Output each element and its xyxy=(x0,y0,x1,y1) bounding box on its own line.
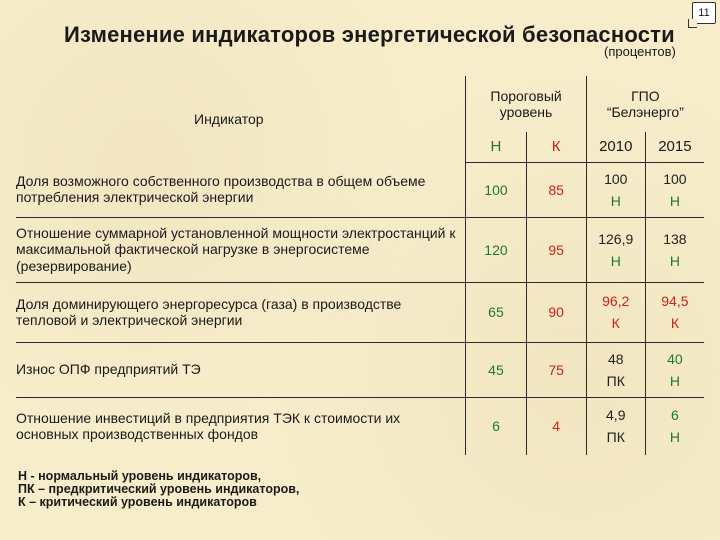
status-2010: ПК xyxy=(606,372,625,389)
status-2010: Н xyxy=(610,192,621,209)
threshold-n: 45 xyxy=(466,342,526,397)
value-2015: 40 xyxy=(667,350,683,367)
threshold-k: 4 xyxy=(526,397,586,455)
value-2015: 94,5 xyxy=(661,293,689,309)
value-2010: 126,9 xyxy=(598,230,634,247)
legend xyxy=(18,470,299,509)
value-2010: 48 xyxy=(607,350,624,367)
header-indicator: Индикатор xyxy=(194,111,264,127)
threshold-n: 100 xyxy=(466,162,526,217)
indicator-name: Доля доминирующего энергоресурса (газа) в производстве тепловой и электрической энергии xyxy=(16,282,466,342)
indicator-name: Доля возможного собственного производства в общем объеме потребления электрической энергии xyxy=(16,162,466,217)
status-2015: К xyxy=(670,315,679,331)
header-threshold: Пороговый уровень xyxy=(466,76,586,132)
status-2010: ПК xyxy=(606,429,625,446)
header-2010: 2010 xyxy=(586,132,645,162)
indicator-name: Отношение инвестиций в предприятия ТЭК к стоимости их основных производственных фондов xyxy=(16,409,401,443)
value-2015: 100 xyxy=(663,170,687,187)
value-2015: 6 xyxy=(670,407,679,424)
table-row xyxy=(16,282,704,342)
threshold-k: 95 xyxy=(526,217,586,282)
table-row xyxy=(16,342,704,397)
legend-precritical: ПК – предкритический уровень индикаторов, xyxy=(18,482,300,496)
legend-critical: К – критический уровень индикаторов xyxy=(18,495,257,509)
status-2015: Н xyxy=(669,429,680,446)
status-2015: Н xyxy=(669,372,680,389)
indicator-name: Отношение суммарной установленной мощности электростанций к максимальной фактической нагрузке в энергосистеме (резервирование) xyxy=(16,217,466,282)
header-k: К xyxy=(526,132,586,162)
value-2010: 100 xyxy=(604,170,628,187)
threshold-k: 75 xyxy=(526,342,586,397)
value-2010: 4,9 xyxy=(606,407,626,424)
header-2015: 2015 xyxy=(645,132,704,162)
value-2010: 96,2 xyxy=(602,293,630,309)
value-2015: 138 xyxy=(663,230,687,247)
threshold-k: 90 xyxy=(526,282,586,342)
units-subtitle: (процентов) xyxy=(604,44,676,59)
status-2015: Н xyxy=(669,252,680,269)
page-number-badge: 11 xyxy=(692,2,716,24)
status-2015: Н xyxy=(669,192,680,209)
status-2010: Н xyxy=(610,252,621,269)
table-row xyxy=(16,397,704,455)
table-row xyxy=(16,162,704,217)
header-n: Н xyxy=(466,132,526,162)
header-row xyxy=(16,76,704,132)
legend-normal: Н - нормальный уровень индикаторов, xyxy=(18,469,262,483)
status-2010: К xyxy=(611,315,620,331)
indicators-table xyxy=(16,76,704,455)
threshold-n: 120 xyxy=(466,217,526,282)
indicator-name: Износ ОПФ предприятий ТЭ xyxy=(16,342,466,397)
header-gpo: ГПО “Белэнерго” xyxy=(586,76,704,132)
threshold-n: 65 xyxy=(466,282,526,342)
threshold-k: 85 xyxy=(526,162,586,217)
table-row xyxy=(16,217,704,282)
threshold-n: 6 xyxy=(466,397,526,455)
page-title: Изменение индикаторов энергетической безопасности xyxy=(64,22,675,47)
